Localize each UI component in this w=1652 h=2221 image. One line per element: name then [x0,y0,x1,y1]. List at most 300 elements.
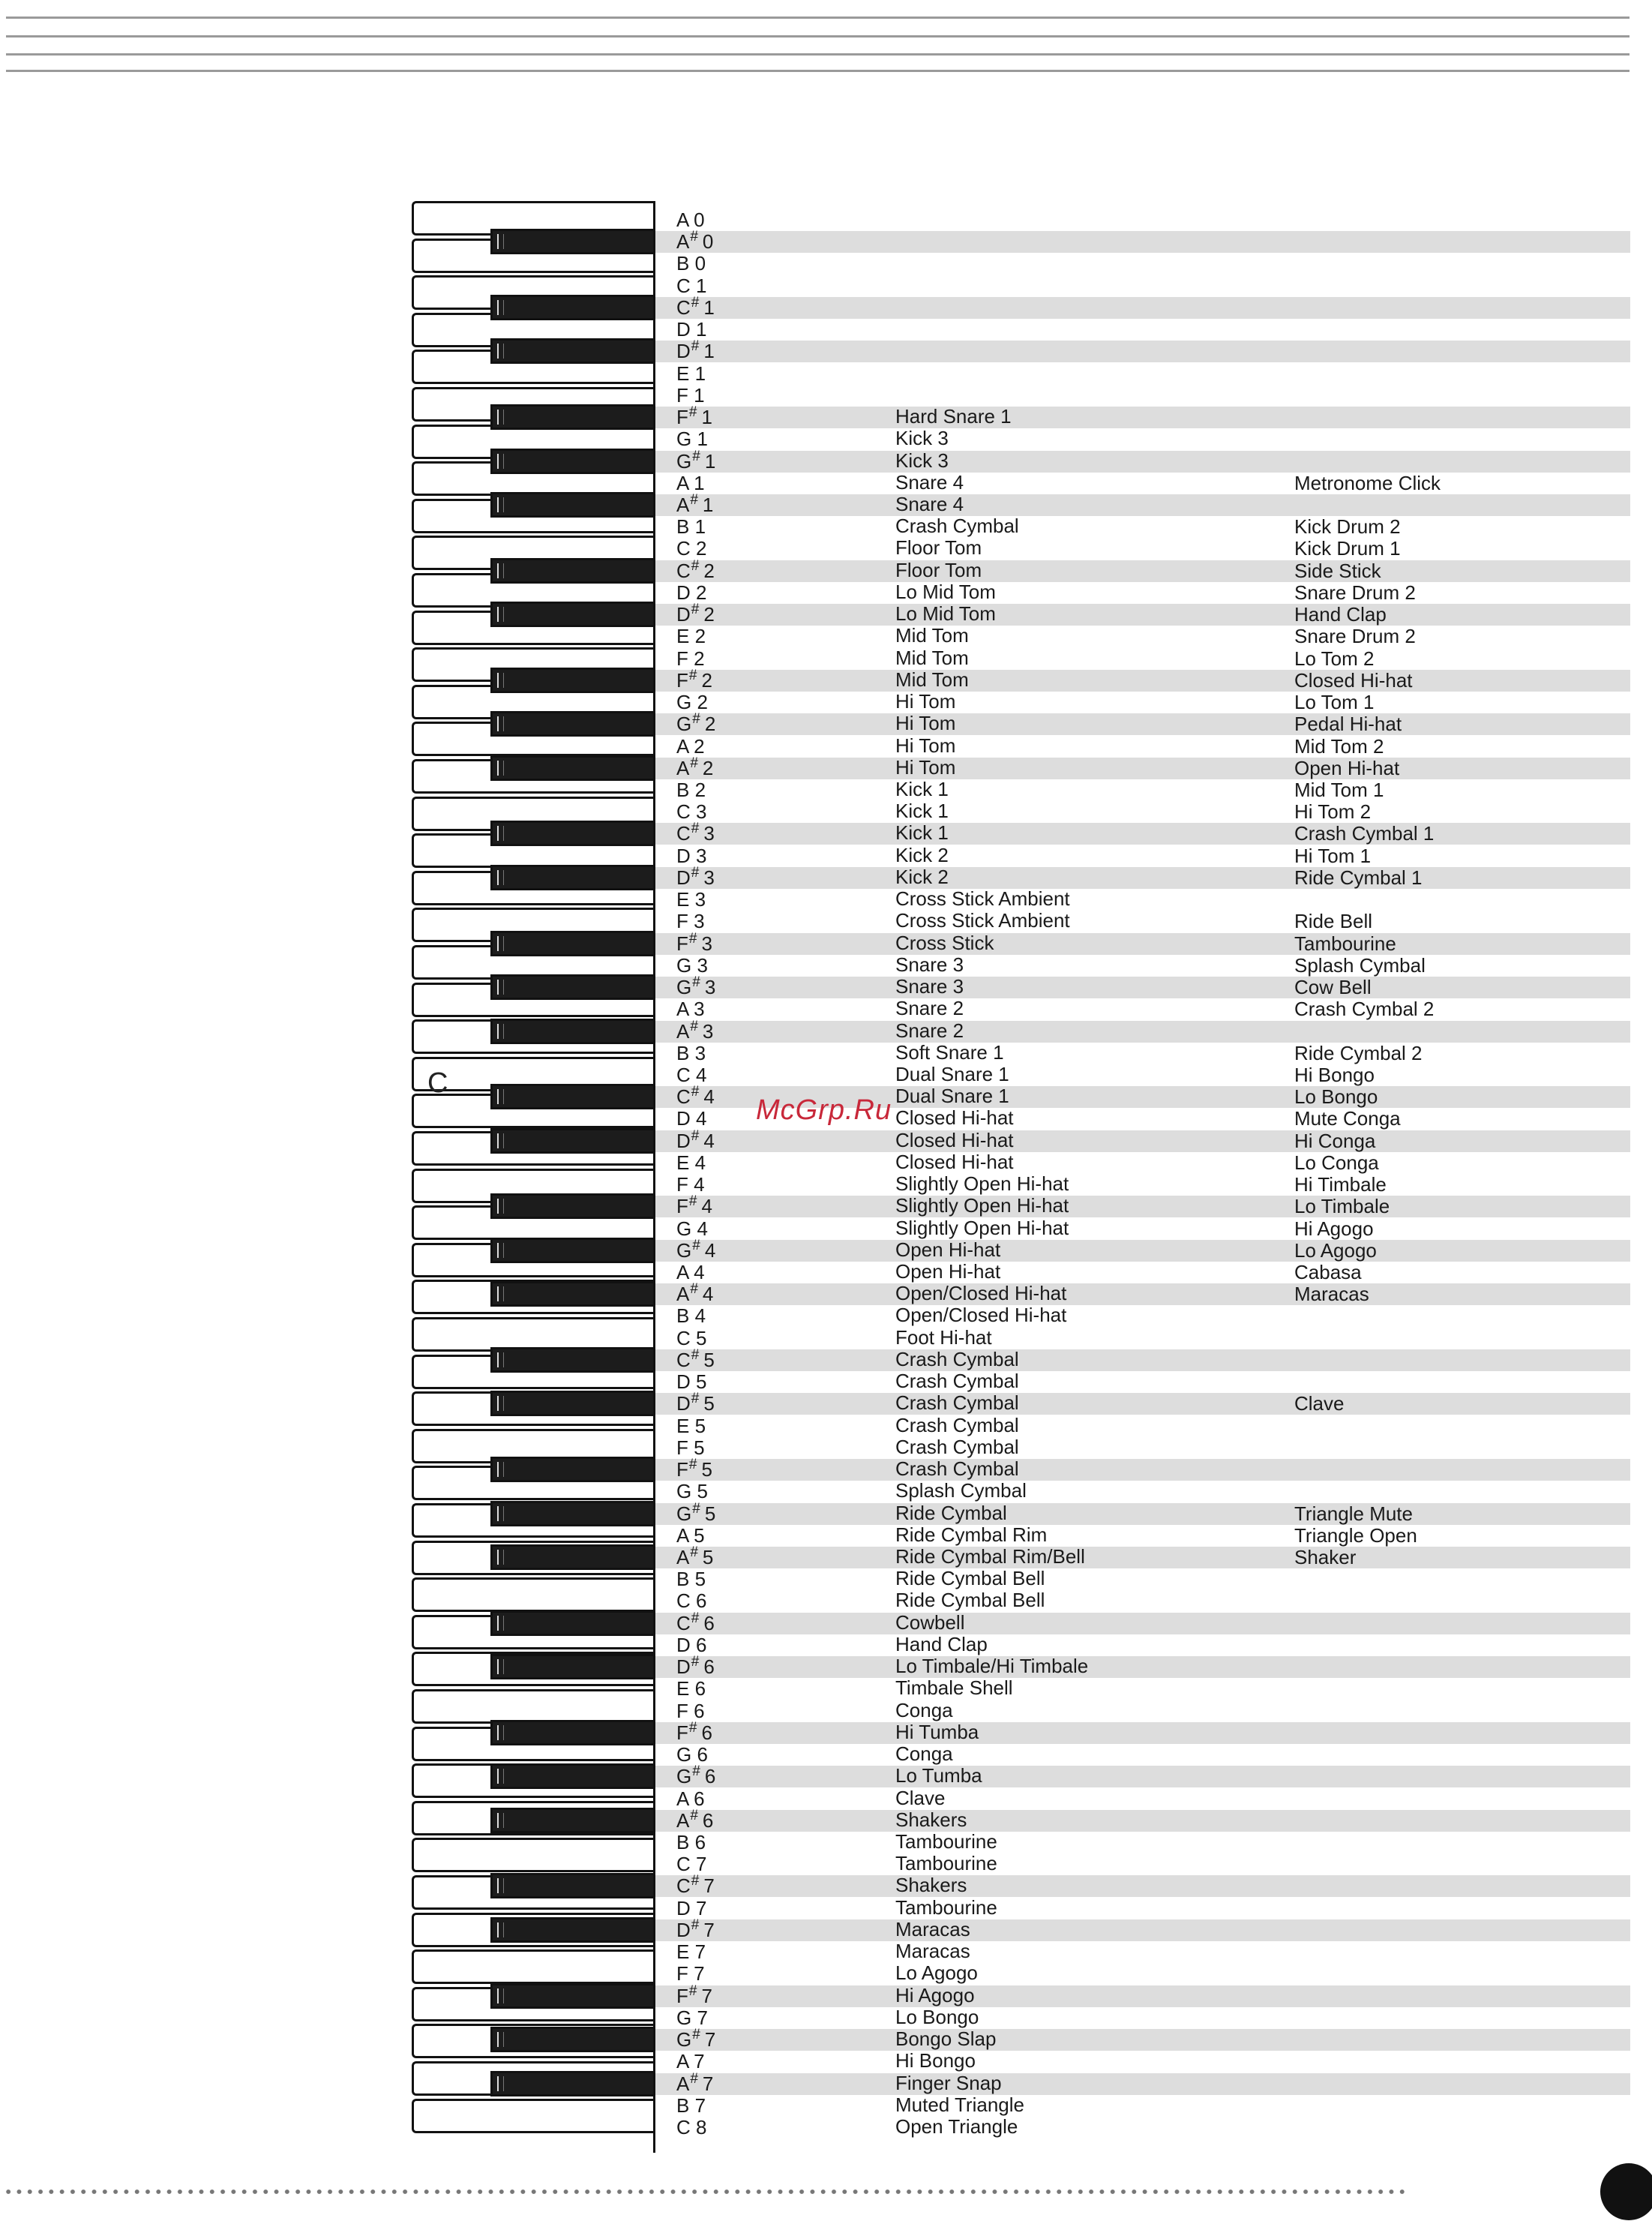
note-octave: 6 [703,1655,715,1679]
note-letter: D [676,603,691,626]
black-key[interactable] [490,1347,653,1373]
note-label [676,1656,715,1677]
voice-set-1-name: Crash Cymbal [895,1413,1019,1436]
note-letter: G [676,691,692,714]
note-letter: F [676,932,688,955]
note-letter: G [676,428,692,451]
black-key[interactable] [490,974,653,1000]
voice-set-1-name: Lo Timbale/Hi Timbale [895,1655,1089,1678]
note-octave: 1 [694,362,706,385]
black-key[interactable] [490,1917,653,1943]
voice-set-1-name: Timbale Shell [895,1676,1013,1700]
note-label [676,1875,715,1896]
note-octave: 5 [701,1458,712,1481]
voice-set-1-name: Ride Cymbal Rim/Bell [895,1545,1085,1568]
note-octave: 2 [696,581,707,604]
voice-set-2-name: Open Hi-hat [1294,756,1400,779]
note-letter: D [676,1129,691,1152]
voice-set-1-name: Lo Mid Tom [895,602,996,626]
sharp-row-shade [654,1500,1630,1525]
voice-set-1-name: Cross Stick Ambient [895,887,1070,911]
note-octave: 2 [703,559,715,582]
sharp-sign: # [691,557,700,574]
black-key[interactable] [490,1238,653,1263]
voice-set-2-name: Lo Tom 2 [1294,647,1375,670]
sharp-row-shade [654,407,1630,428]
note-label [676,2051,705,2072]
note-label [676,1174,705,1195]
note-label [676,1719,712,1744]
note-octave: 4 [697,1217,708,1240]
note-octave: 3 [697,953,708,977]
note-octave: 5 [694,1523,705,1547]
white-key[interactable] [412,1838,653,1872]
voice-set-1-name: Snare 2 [895,997,964,1020]
note-letter: D [676,1370,691,1394]
voice-set-2-name: Mid Tom 2 [1294,734,1384,758]
voice-set-1-name: Snare 3 [895,975,964,998]
voice-set-1-name: Lo Agogo [895,1961,978,1985]
note-octave: 4 [694,1304,706,1328]
white-key[interactable] [412,2099,653,2133]
note-label [676,2029,715,2050]
note-octave: 6 [696,1589,707,1613]
voice-set-2-name: Side Stick [1294,559,1381,582]
black-key[interactable] [490,1610,653,1636]
note-letter: F [676,1962,688,1985]
black-key[interactable] [490,668,653,693]
note-label [676,319,706,340]
note-letter: G [676,713,692,736]
note-octave: 6 [694,1787,705,1810]
sharp-sign: # [688,1719,697,1736]
note-octave: 5 [704,1502,716,1525]
voice-set-1-name: Snare 2 [895,1019,964,1042]
sharp-sign: # [691,1084,700,1100]
note-octave: 6 [704,1765,716,1788]
note-octave: 4 [696,1063,707,1086]
note-letter: G [676,1765,692,1788]
note-label [676,557,715,582]
note-letter: D [676,340,691,363]
voice-set-1-name: Ride Cymbal Rim [895,1523,1048,1546]
note-label [676,1305,706,1326]
black-key[interactable] [490,229,653,254]
note-label [676,1634,706,1655]
note-octave: 1 [703,340,715,363]
sharp-row-shade [654,1346,1630,1371]
note-label [676,755,714,779]
black-key[interactable] [490,492,653,518]
note-octave: 5 [696,1370,707,1394]
note-label [676,692,708,713]
voice-set-1-name: Lo Tumba [895,1764,982,1787]
sharp-sign: # [688,1193,697,1210]
note-letter: G [676,1502,692,1525]
sharp-sign: # [692,448,700,464]
note-letter: D [676,1633,691,1656]
sharp-sign: # [691,1391,700,1407]
note-octave: 2 [703,603,715,626]
black-key[interactable] [490,602,653,627]
sharp-sign: # [691,1127,700,1144]
black-key[interactable] [490,1391,653,1416]
note-octave: 3 [701,932,712,955]
note-label [676,1898,706,1919]
voice-set-2-name: Triangle Open [1294,1523,1417,1547]
black-key[interactable] [490,1457,653,1482]
note-label [676,845,706,866]
black-key[interactable] [490,404,653,430]
note-label [676,667,712,692]
note-octave: 1 [697,428,708,451]
voice-set-1-name: Cross Stick [895,931,994,954]
note-letter: C [676,800,691,824]
note-letter: A [676,1787,688,1810]
note-letter: G [676,976,692,999]
voice-set-2-name: Ride Cymbal 1 [1294,866,1423,889]
white-key[interactable] [412,1949,653,1984]
note-octave: 3 [696,844,707,867]
note-label [676,491,714,516]
note-letter: D [676,318,691,341]
voice-set-1-name: Crash Cymbal [895,1457,1019,1481]
note-letter: C [676,1589,691,1613]
black-key[interactable] [490,1501,653,1526]
voice-set-1-name: Open Triangle [895,2115,1018,2138]
sharp-sign: # [691,1610,700,1626]
note-label [676,2007,708,2028]
voice-set-1-name: Hi Agogo [895,1983,975,2006]
black-key[interactable] [490,1084,653,1109]
note-octave: 5 [694,1436,705,1459]
voice-set-1-name: Tambourine [895,1830,997,1853]
voice-set-1-name: Crash Cymbal [895,1391,1019,1415]
voice-set-1-name: Open Hi-hat [895,1238,1001,1261]
black-key[interactable] [490,931,653,956]
note-label [676,209,705,230]
note-label [676,1415,706,1436]
note-octave: 3 [703,822,715,845]
black-key[interactable] [490,865,653,890]
white-key[interactable] [412,1577,653,1612]
voice-set-2-name: Metronome Click [1294,471,1441,494]
note-letter: A [676,209,688,231]
note-octave: 2 [694,778,706,801]
sharp-row-shade [654,755,1630,779]
sharp-sign: # [691,602,700,618]
white-key[interactable] [412,1689,653,1724]
sharp-sign: # [690,755,698,771]
black-key[interactable] [490,1544,653,1570]
black-key[interactable] [490,1983,653,2009]
sharp-sign: # [691,864,700,881]
voice-set-1-name: Conga [895,1698,953,1721]
black-key[interactable] [490,1654,653,1679]
black-key[interactable] [490,1763,653,1789]
voice-set-2-name: Ride Bell [1294,910,1373,933]
voice-set-1-name: Shakers [895,1874,967,1897]
note-letter: E [676,625,690,648]
voice-set-1-name: Closed Hi-hat [895,1150,1014,1173]
sharp-row-shade [654,977,1630,998]
note-label [676,1590,706,1611]
voice-set-1-name: Dual Snare 1 [895,1085,1009,1108]
note-letter: F [676,383,688,407]
note-letter: F [676,1984,688,2007]
note-label [676,911,705,932]
note-letter: B [676,1568,690,1591]
voice-set-1-name: Hi Tom [895,712,956,735]
note-label [676,1525,705,1546]
voice-set-1-name: Kick 3 [895,449,949,472]
sharp-sign: # [692,974,700,991]
note-octave: 2 [697,691,708,714]
note-label [676,1481,708,1502]
note-letter: C [676,1853,691,1876]
black-key[interactable] [490,2027,653,2052]
voice-set-2-name: Clave [1294,1392,1345,1415]
note-octave: 1 [696,274,707,297]
note-label [676,930,712,955]
note-label [676,1262,705,1283]
black-key[interactable] [490,449,653,474]
note-label [676,1963,705,1984]
note-letter: C [676,274,691,297]
black-key[interactable] [490,1019,653,1044]
note-octave: 3 [702,1019,714,1043]
note-letter: D [676,581,691,604]
note-octave: 7 [696,1896,707,1919]
note-label [676,385,705,406]
voice-set-2-name: Lo Agogo [1294,1238,1377,1262]
black-key[interactable] [490,1128,653,1154]
voice-set-2-name: Hi Conga [1294,1129,1376,1152]
note-letter: B [676,778,690,801]
sharp-sign: # [691,1916,700,1933]
note-label [676,1459,712,1480]
voice-set-1-name: Open/Closed Hi-hat [895,1282,1067,1305]
black-key[interactable] [490,755,653,781]
note-letter: G [676,2006,692,2029]
note-letter: G [676,449,692,473]
note-label [676,294,715,319]
sharp-row-shade [654,1283,1630,1305]
note-label [676,604,715,625]
sharp-row-shade [654,1982,1630,2007]
voice-set-1-name: Lo Bongo [895,2005,979,2028]
note-octave: 5 [702,1546,714,1569]
voice-set-1-name: Crash Cymbal [895,1370,1019,1393]
sharp-row-shade [654,1875,1630,1897]
sharp-sign: # [692,1237,700,1253]
black-key[interactable] [490,558,653,584]
note-octave: 7 [703,1918,715,1941]
voice-set-1-name: Hi Tumba [895,1720,979,1743]
black-key[interactable] [490,1873,653,1898]
sharp-sign: # [690,1018,698,1034]
sharp-sign: # [688,930,697,947]
note-letter: A [676,756,690,779]
note-letter: E [676,1940,690,1964]
note-octave: 3 [694,1041,706,1064]
note-label [676,1500,716,1525]
voice-set-1-name: Open Hi-hat [895,1260,1001,1283]
note-label [676,736,705,757]
note-label [676,1283,713,1304]
note-octave: 7 [696,1853,707,1876]
voice-set-2-name: Lo Tom 1 [1294,691,1375,714]
note-letter: E [676,888,690,911]
sharp-sign: # [692,711,700,728]
note-letter: C [676,1326,691,1349]
note-label [676,1982,712,2007]
note-octave: 4 [703,1129,715,1152]
note-letter: A [676,1261,688,1284]
voice-set-2-name: Mid Tom 1 [1294,778,1384,801]
voice-set-1-name: Ride Cymbal Bell [895,1589,1045,1612]
note-octave: 1 [694,383,705,407]
note-label [676,2070,714,2095]
note-octave: 5 [703,1348,715,1371]
note-letter: A [676,1523,688,1547]
note-octave: 6 [701,1721,712,1744]
voice-set-2-name: Shaker [1294,1546,1357,1569]
note-letter: G [676,1217,692,1240]
voice-set-2-name: Snare Drum 2 [1294,581,1416,604]
black-key[interactable] [490,338,653,364]
note-letter: B [676,1041,690,1064]
sharp-sign: # [688,1982,697,1999]
note-letter: C [676,537,691,560]
black-key[interactable] [490,295,653,320]
note-octave: 7 [694,1940,706,1964]
note-octave: 1 [704,449,716,473]
note-letter: E [676,1414,690,1437]
note-letter: F [676,668,688,692]
sharp-row-shade [654,294,1630,319]
note-octave: 7 [694,1962,705,1985]
voice-set-2-name: Cabasa [1294,1261,1362,1284]
black-key[interactable] [490,1808,653,1833]
sharp-sign: # [688,1457,697,1473]
voice-set-2-name: Snare Drum 2 [1294,625,1416,648]
voice-set-1-name: Ride Cymbal Bell [895,1567,1045,1590]
black-key[interactable] [490,1281,653,1307]
sharp-row-shade [654,823,1630,845]
note-letter: F [676,1458,688,1481]
voice-set-1-name: Lo Mid Tom [895,580,996,603]
sharp-sign: # [690,1807,698,1823]
note-letter: B [676,1304,690,1328]
sharp-sign: # [690,229,698,245]
note-letter: F [676,1436,688,1459]
note-letter: F [676,406,688,429]
note-label [676,1763,716,1788]
header-rule-4 [6,70,1630,72]
voice-set-2-name: Hi Agogo [1294,1217,1374,1240]
voice-set-1-name: Splash Cymbal [895,1479,1027,1502]
note-letter: C [676,1874,691,1898]
note-label [676,1018,714,1043]
note-letter: G [676,953,692,977]
note-letter: F [676,647,688,670]
voice-set-1-name: Finger Snap [895,2071,1002,2094]
note-octave: 3 [694,998,705,1021]
note-label [676,404,712,429]
note-letter: A [676,2050,688,2073]
note-label [676,253,706,274]
black-key[interactable] [490,711,653,737]
note-octave: 2 [696,537,707,560]
voice-set-1-name: Slightly Open Hi-hat [895,1216,1069,1239]
voice-set-1-name: Slightly Open Hi-hat [895,1194,1069,1217]
voice-set-2-name: Hi Bongo [1294,1063,1375,1086]
voice-set-1-name: Cowbell [895,1610,965,1634]
note-label [676,889,706,910]
note-octave: 6 [703,1611,715,1634]
note-label [676,1064,706,1085]
sharp-sign: # [688,404,697,421]
sharp-sign: # [690,491,698,508]
note-octave: 7 [703,1874,715,1898]
voice-set-2-name: Tambourine [1294,932,1396,955]
note-octave: 6 [694,1831,706,1853]
sharp-row-shade [654,1916,1630,1941]
voice-set-1-name: Muted Triangle [895,2093,1024,2116]
voice-set-1-name: Ride Cymbal [895,1501,1007,1524]
voice-set-1-name: Crash Cymbal [895,1347,1019,1370]
note-label [676,2117,706,2138]
note-octave: 7 [694,2050,705,2073]
voice-set-1-name: Floor Tom [895,536,982,560]
voice-set-1-name: Kick 1 [895,777,949,800]
sharp-sign: # [691,338,700,355]
sharp-sign: # [690,1544,698,1561]
note-letter: C [676,2116,691,2138]
black-key[interactable] [490,1193,653,1219]
voice-set-2-name: Lo Conga [1294,1151,1379,1174]
voice-set-1-name: Cross Stick Ambient [895,909,1070,932]
note-octave: 3 [696,800,707,824]
note-label [676,1127,715,1152]
sharp-sign: # [691,294,700,311]
voice-set-2-name: Kick Drum 2 [1294,515,1401,539]
black-key[interactable] [490,2071,653,2096]
voice-set-1-name: Hi Tom [895,690,956,713]
note-letter: B [676,1831,690,1853]
note-label [676,363,706,384]
note-octave: 1 [702,493,714,516]
voice-set-2-name: Hi Tom 2 [1294,800,1372,824]
voice-set-2-name: Kick Drum 1 [1294,537,1401,560]
black-key[interactable] [490,1720,653,1745]
sharp-row-shade [654,1656,1630,1678]
header-rule-1 [6,17,1630,19]
sharp-sign: # [692,1500,700,1517]
note-label [676,1544,714,1569]
sharp-row-shade [654,1547,1630,1568]
black-key[interactable] [490,821,653,846]
page-marker-circle [1600,2163,1652,2220]
note-octave: 7 [704,2028,716,2051]
note-label [676,428,708,449]
note-letter: F [676,1173,688,1196]
note-octave: 6 [694,1699,705,1722]
voice-set-1-name: Snare 4 [895,492,964,515]
note-letter: A [676,1546,690,1569]
note-octave: 1 [694,515,706,539]
